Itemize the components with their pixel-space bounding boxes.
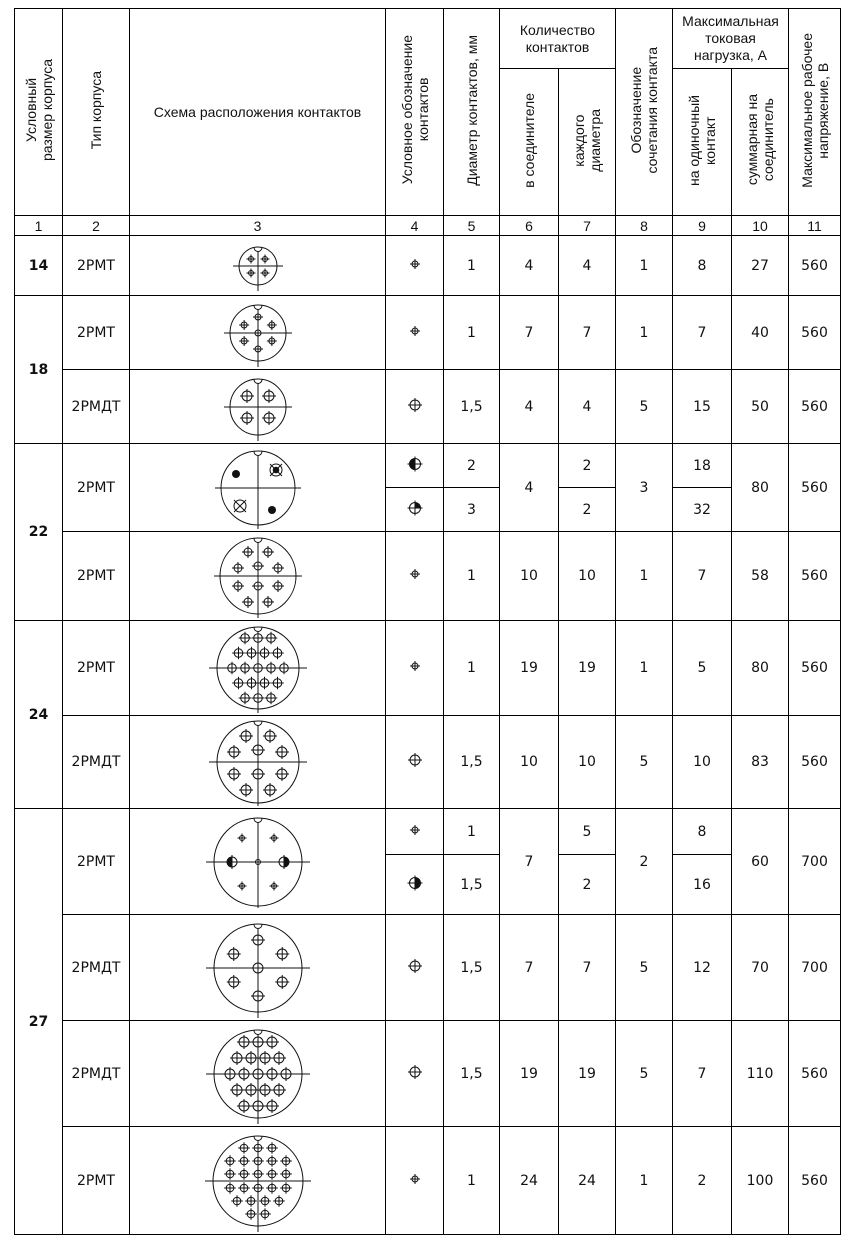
current-single-cell: 7 bbox=[673, 1021, 732, 1127]
voltage-cell: 560 bbox=[789, 716, 841, 809]
voltage-cell: 560 bbox=[789, 532, 841, 621]
size-cell: 24 bbox=[15, 621, 63, 809]
current-single-cell: 18 bbox=[673, 444, 732, 488]
type-cell: 2РМТ bbox=[63, 444, 130, 532]
connector-spec-table bbox=[14, 8, 841, 1235]
type-cell: 2РМДТ bbox=[63, 1021, 130, 1127]
col-num: 1 bbox=[15, 216, 63, 236]
current-single-cell: 10 bbox=[673, 716, 732, 809]
table-row bbox=[15, 370, 841, 444]
current-total-cell: 58 bbox=[732, 532, 789, 621]
current-total-cell: 83 bbox=[732, 716, 789, 809]
table-row bbox=[15, 915, 841, 1021]
combination-cell: 1 bbox=[616, 532, 673, 621]
contact-layout-diagram bbox=[130, 370, 386, 444]
current-single-cell: 7 bbox=[673, 532, 732, 621]
current-single-cell: 32 bbox=[673, 488, 732, 532]
diameter-cell: 1,5 bbox=[444, 915, 500, 1021]
size-cell: 22 bbox=[15, 444, 63, 621]
total-count-cell: 7 bbox=[500, 296, 559, 370]
total-count-cell: 24 bbox=[500, 1127, 559, 1235]
contact-layout-diagram bbox=[130, 1127, 386, 1235]
voltage-cell: 560 bbox=[789, 1021, 841, 1127]
contact-symbol bbox=[386, 1021, 444, 1127]
combination-cell: 5 bbox=[616, 716, 673, 809]
contact-symbol bbox=[386, 915, 444, 1021]
contact-symbol bbox=[386, 532, 444, 621]
header-scheme: Схема расположения контактов bbox=[130, 9, 386, 216]
each-count-cell: 24 bbox=[559, 1127, 616, 1235]
total-count-cell: 4 bbox=[500, 236, 559, 296]
combination-cell: 1 bbox=[616, 296, 673, 370]
type-cell: 2РМТ bbox=[63, 296, 130, 370]
each-count-cell: 10 bbox=[559, 716, 616, 809]
col-num: 6 bbox=[500, 216, 559, 236]
total-count-cell: 19 bbox=[500, 1021, 559, 1127]
header-count: Количество контактов bbox=[500, 9, 616, 69]
table-row bbox=[15, 809, 841, 855]
diameter-cell: 1 bbox=[444, 532, 500, 621]
type-cell: 2РМТ bbox=[63, 809, 130, 915]
contact-layout-diagram bbox=[130, 809, 386, 915]
diameter-cell: 2 bbox=[444, 444, 500, 488]
voltage-cell: 700 bbox=[789, 915, 841, 1021]
diameter-cell: 1 bbox=[444, 809, 500, 855]
contact-symbol bbox=[386, 444, 444, 488]
header-type: Тип корпуса bbox=[63, 9, 130, 216]
current-total-cell: 100 bbox=[732, 1127, 789, 1235]
diameter-cell: 1,5 bbox=[444, 855, 500, 915]
contact-symbol bbox=[386, 809, 444, 855]
type-cell: 2РМТ bbox=[63, 621, 130, 716]
each-count-cell: 10 bbox=[559, 532, 616, 621]
header-count-connector: в соединителе bbox=[500, 69, 559, 216]
contact-layout-diagram bbox=[130, 915, 386, 1021]
voltage-cell: 560 bbox=[789, 1127, 841, 1235]
total-count-cell: 7 bbox=[500, 915, 559, 1021]
current-total-cell: 80 bbox=[732, 621, 789, 716]
current-single-cell: 16 bbox=[673, 855, 732, 915]
col-num: 7 bbox=[559, 216, 616, 236]
combination-cell: 3 bbox=[616, 444, 673, 532]
contact-symbol bbox=[386, 855, 444, 915]
size-cell: 18 bbox=[15, 296, 63, 444]
contact-symbol bbox=[386, 621, 444, 716]
table-row bbox=[15, 296, 841, 370]
contact-symbol bbox=[386, 370, 444, 444]
total-count-cell: 4 bbox=[500, 444, 559, 532]
current-single-cell: 12 bbox=[673, 915, 732, 1021]
voltage-cell: 700 bbox=[789, 809, 841, 915]
header-count-each: каждого диаметра bbox=[559, 69, 616, 216]
table-row bbox=[15, 1127, 841, 1235]
header-current-single: на одиночный контакт bbox=[673, 69, 732, 216]
header-size: Условный размер корпуса bbox=[15, 9, 63, 216]
table-row bbox=[15, 444, 841, 488]
current-single-cell: 8 bbox=[673, 236, 732, 296]
type-cell: 2РМДТ bbox=[63, 370, 130, 444]
size-cell: 27 bbox=[15, 809, 63, 1235]
each-count-cell: 5 bbox=[559, 809, 616, 855]
each-count-cell: 2 bbox=[559, 855, 616, 915]
col-num: 5 bbox=[444, 216, 500, 236]
header-symbol: Условное обозначение контактов bbox=[386, 9, 444, 216]
diameter-cell: 1 bbox=[444, 296, 500, 370]
current-total-cell: 27 bbox=[732, 236, 789, 296]
type-cell: 2РМТ bbox=[63, 1127, 130, 1235]
each-count-cell: 7 bbox=[559, 296, 616, 370]
table-row bbox=[15, 532, 841, 621]
each-count-cell: 2 bbox=[559, 488, 616, 532]
table-row bbox=[15, 236, 841, 296]
each-count-cell: 19 bbox=[559, 1021, 616, 1127]
current-total-cell: 40 bbox=[732, 296, 789, 370]
type-cell: 2РМДТ bbox=[63, 915, 130, 1021]
combination-cell: 1 bbox=[616, 621, 673, 716]
size-cell: 14 bbox=[15, 236, 63, 296]
current-single-cell: 5 bbox=[673, 621, 732, 716]
header-combination: Обозначение сочетания контакта bbox=[616, 9, 673, 216]
table-row bbox=[15, 716, 841, 809]
table-row bbox=[15, 1021, 841, 1127]
header-current-total: суммарная на соединитель bbox=[732, 69, 789, 216]
current-single-cell: 2 bbox=[673, 1127, 732, 1235]
each-count-cell: 4 bbox=[559, 370, 616, 444]
current-single-cell: 8 bbox=[673, 809, 732, 855]
contact-layout-diagram bbox=[130, 532, 386, 621]
diameter-cell: 3 bbox=[444, 488, 500, 532]
combination-cell: 5 bbox=[616, 1021, 673, 1127]
combination-cell: 5 bbox=[616, 915, 673, 1021]
combination-cell: 5 bbox=[616, 370, 673, 444]
current-total-cell: 50 bbox=[732, 370, 789, 444]
type-cell: 2РМТ bbox=[63, 532, 130, 621]
combination-cell: 2 bbox=[616, 809, 673, 915]
current-total-cell: 80 bbox=[732, 444, 789, 532]
header-current: Максимальная токовая нагрузка, А bbox=[673, 9, 789, 69]
contact-symbol bbox=[386, 488, 444, 532]
total-count-cell: 10 bbox=[500, 532, 559, 621]
contact-layout-diagram bbox=[130, 236, 386, 296]
diameter-cell: 1,5 bbox=[444, 1021, 500, 1127]
col-num: 11 bbox=[789, 216, 841, 236]
current-single-cell: 7 bbox=[673, 296, 732, 370]
contact-layout-diagram bbox=[130, 296, 386, 370]
contact-layout-diagram bbox=[130, 444, 386, 532]
type-cell: 2РМТ bbox=[63, 236, 130, 296]
voltage-cell: 560 bbox=[789, 296, 841, 370]
col-num: 8 bbox=[616, 216, 673, 236]
each-count-cell: 7 bbox=[559, 915, 616, 1021]
table-row bbox=[15, 621, 841, 716]
diameter-cell: 1 bbox=[444, 621, 500, 716]
diameter-cell: 1 bbox=[444, 1127, 500, 1235]
current-single-cell: 15 bbox=[673, 370, 732, 444]
combination-cell: 1 bbox=[616, 1127, 673, 1235]
contact-layout-diagram bbox=[130, 1021, 386, 1127]
diameter-cell: 1,5 bbox=[444, 370, 500, 444]
diameter-cell: 1,5 bbox=[444, 716, 500, 809]
total-count-cell: 7 bbox=[500, 809, 559, 915]
total-count-cell: 19 bbox=[500, 621, 559, 716]
contact-symbol bbox=[386, 296, 444, 370]
type-cell: 2РМДТ bbox=[63, 716, 130, 809]
col-num: 9 bbox=[673, 216, 732, 236]
contact-layout-diagram bbox=[130, 716, 386, 809]
contact-layout-diagram bbox=[130, 621, 386, 716]
col-num: 4 bbox=[386, 216, 444, 236]
total-count-cell: 10 bbox=[500, 716, 559, 809]
voltage-cell: 560 bbox=[789, 444, 841, 532]
contact-symbol bbox=[386, 716, 444, 809]
each-count-cell: 2 bbox=[559, 444, 616, 488]
column-number-row bbox=[15, 216, 841, 236]
combination-cell: 1 bbox=[616, 236, 673, 296]
each-count-cell: 19 bbox=[559, 621, 616, 716]
current-total-cell: 70 bbox=[732, 915, 789, 1021]
diameter-cell: 1 bbox=[444, 236, 500, 296]
contact-symbol bbox=[386, 236, 444, 296]
voltage-cell: 560 bbox=[789, 236, 841, 296]
each-count-cell: 4 bbox=[559, 236, 616, 296]
header-voltage: Максимальное рабочее напряжение, В bbox=[789, 9, 841, 216]
col-num: 10 bbox=[732, 216, 789, 236]
total-count-cell: 4 bbox=[500, 370, 559, 444]
contact-symbol bbox=[386, 1127, 444, 1235]
voltage-cell: 560 bbox=[789, 370, 841, 444]
current-total-cell: 60 bbox=[732, 809, 789, 915]
col-num: 3 bbox=[130, 216, 386, 236]
header-diameter: Диаметр контактов, мм bbox=[444, 9, 500, 216]
voltage-cell: 560 bbox=[789, 621, 841, 716]
current-total-cell: 110 bbox=[732, 1021, 789, 1127]
col-num: 2 bbox=[63, 216, 130, 236]
